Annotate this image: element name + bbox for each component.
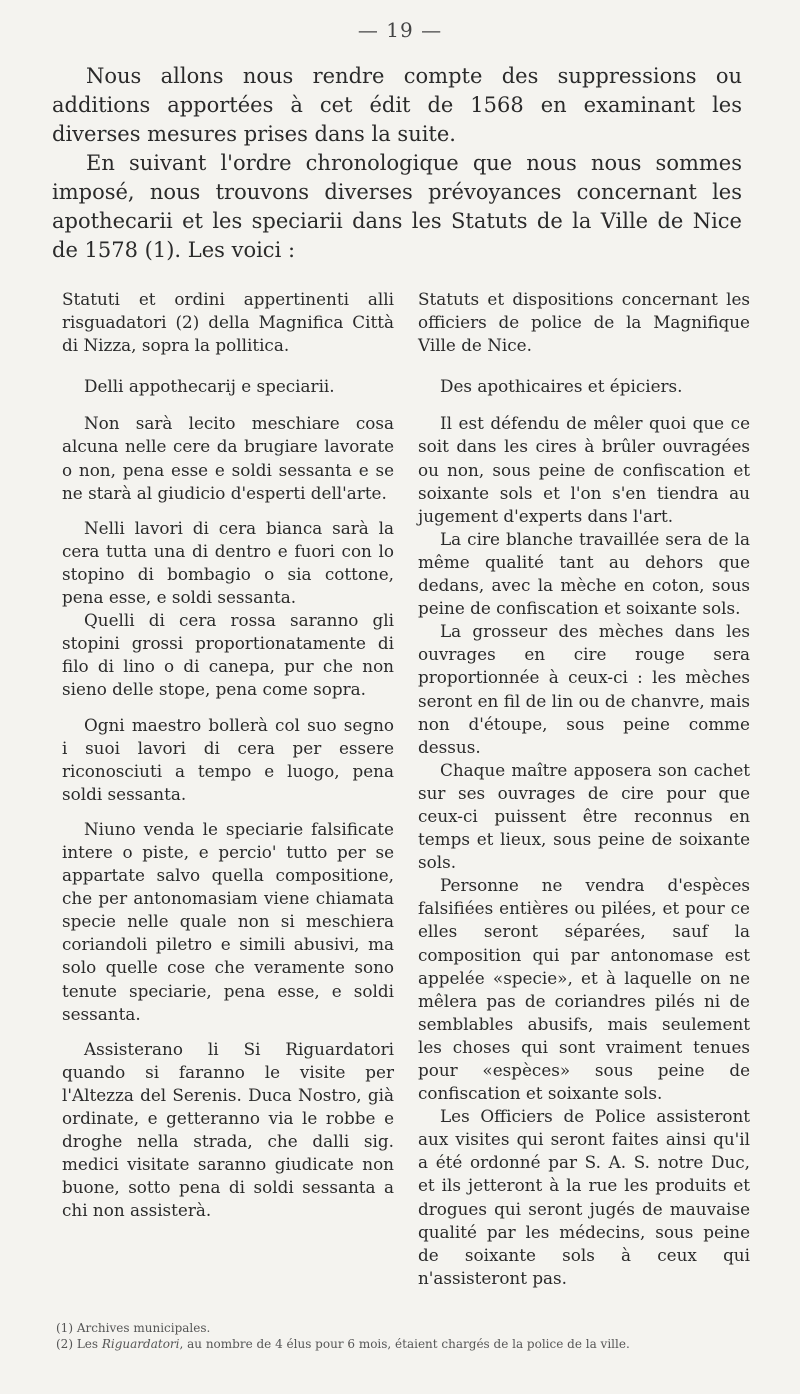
page-number: — 19 — [357,18,443,42]
footnote-1: (1) Archives municipales. [56,1321,211,1335]
italian-subheading: Delli appothecarij e speciarii. [84,376,335,397]
footnotes [56,1320,756,1352]
french-translation-column [418,288,750,1302]
french-subheading: Des apothicaires et épiciers. [440,376,683,397]
footnote-2-prefix: (2) Les [56,1337,102,1351]
intro-paragraph-1: Nous allons nous rendre compte des suppressions ou additions apportées à cet édit de 1568 en examinant les diverses mesures prises dans la suite. [52,64,742,146]
italian-heading: Statuti et ordini appertinenti alli risguadatori (2) della Magnifica Città di Nizza, sopra la pollitica. [62,289,394,356]
footnote-2 [56,1336,756,1352]
footnote-2-term: Riguardatori [101,1337,180,1351]
intro-paragraph-2: En suivant l'ordre chronologique que nous nous sommes imposé, nous trouvons diverses prévoyances concernant les apothecarii et les speciarii dans les Statuts de la Ville de Nice de 1578 (1). Les voici : [52,151,742,262]
italian-article-2: Nelli lavori di cera bianca sarà la cera tutta una di dentro e fuori con lo stopino di bombagio o sia cottone, pena esse, e soldi sessanta. [62,517,394,608]
footnote-2-text: , au nombre de 4 élus pour 6 mois, étaient chargés de la police de la ville. [179,1337,630,1351]
french-article-1: Il est défendu de mêler quoi que ce soit dans les cires à brûler ouvragées ou non, sous peine de confiscation et soixante sols et l'on s'en tiendra au jugement d'experts dans l'art. [418,413,750,526]
intro-text [52,62,742,265]
italian-article-6: Assisterano li Si Riguardatori quando si faranno le visite per l'Altezza del Serenis. Duca Nostro, già ordinate, e getteranno via le robbe e droghe nella strada, che dalli sig. medici visitate saranno giudicate non buone, sotto pena di soldi sessanta a chi non assisterà. [62,1038,394,1221]
italian-article-3: Quelli di cera rossa saranno gli stopini grossi proportionatamente di filo di lino o di canepa, pur che non sieno delle stope, pena come sopra. [62,610,394,700]
french-article-4: Chaque maître apposera son cachet sur ses ouvrages de cire pour que ceux-ci puissent être reconnus en temps et lieux, sous peine de soixante sols. [418,759,750,873]
french-heading: Statuts et dispositions concernant les officiers de police de la Magnifique Ville de Nice. [418,289,750,356]
italian-statutes-column [62,288,394,1234]
french-article-3: La grosseur des mèches dans les ouvrages en cire rouge sera proportionnée à ceux-ci : les mèches seront en fil de lin ou de chanvre, mais non d'étoupe, sous peine comme dessus. [418,621,750,757]
french-article-6: Les Officiers de Police assisteront aux visites qui seront faites ainsi qu'il a été ordonné par S. A. S. notre Duc, et ils jetteront à la rue les produits et drogues qui seront jugés de mauvaise qualité par les médecins, sous peine de soixante sols à ceux qui n'assisteront pas. [418,1106,750,1288]
italian-article-5: Niuno venda le speciarie falsificate intere o piste, e percio' tutto per se appartate salvo quella compositione, che per antonomasiam viene chiamata specie nelle quale non si meschiera coriandoli piletro e simili abusivi, ma solo quelle cose che veramente sono tenute speciarie, pena esse, e soldi sessanta. [62,818,394,1024]
french-article-2: La cire blanche travaillée sera de la même qualité tant au dehors que dedans, avec la mèche en coton, sous peine de confiscation et soixante sols. [418,528,750,619]
italian-article-4: Ogni maestro bollerà col suo segno i suoi lavori di cera per essere riconosciuti a tempo e luogo, pena soldi sessanta. [62,714,394,804]
french-article-5: Personne ne vendra d'espèces falsifiées entières ou pilées, et pour ce elles seront séparées, sauf la composition qui par antonomase est appelée «specie», et à laquelle on ne mêlera pas de coriandres pilés ni de semblables abusifs, mais seulement les choses qui sont vraiment tenues pour «espèces» sous peine de confiscation et soixante sols. [418,875,750,1104]
italian-article-1: Non sarà lecito meschiare cosa alcuna nelle cere da brugiare lavorate o non, pena esse e soldi sessanta e se ne starà al giudicio d'esperti dell'arte. [62,413,394,503]
